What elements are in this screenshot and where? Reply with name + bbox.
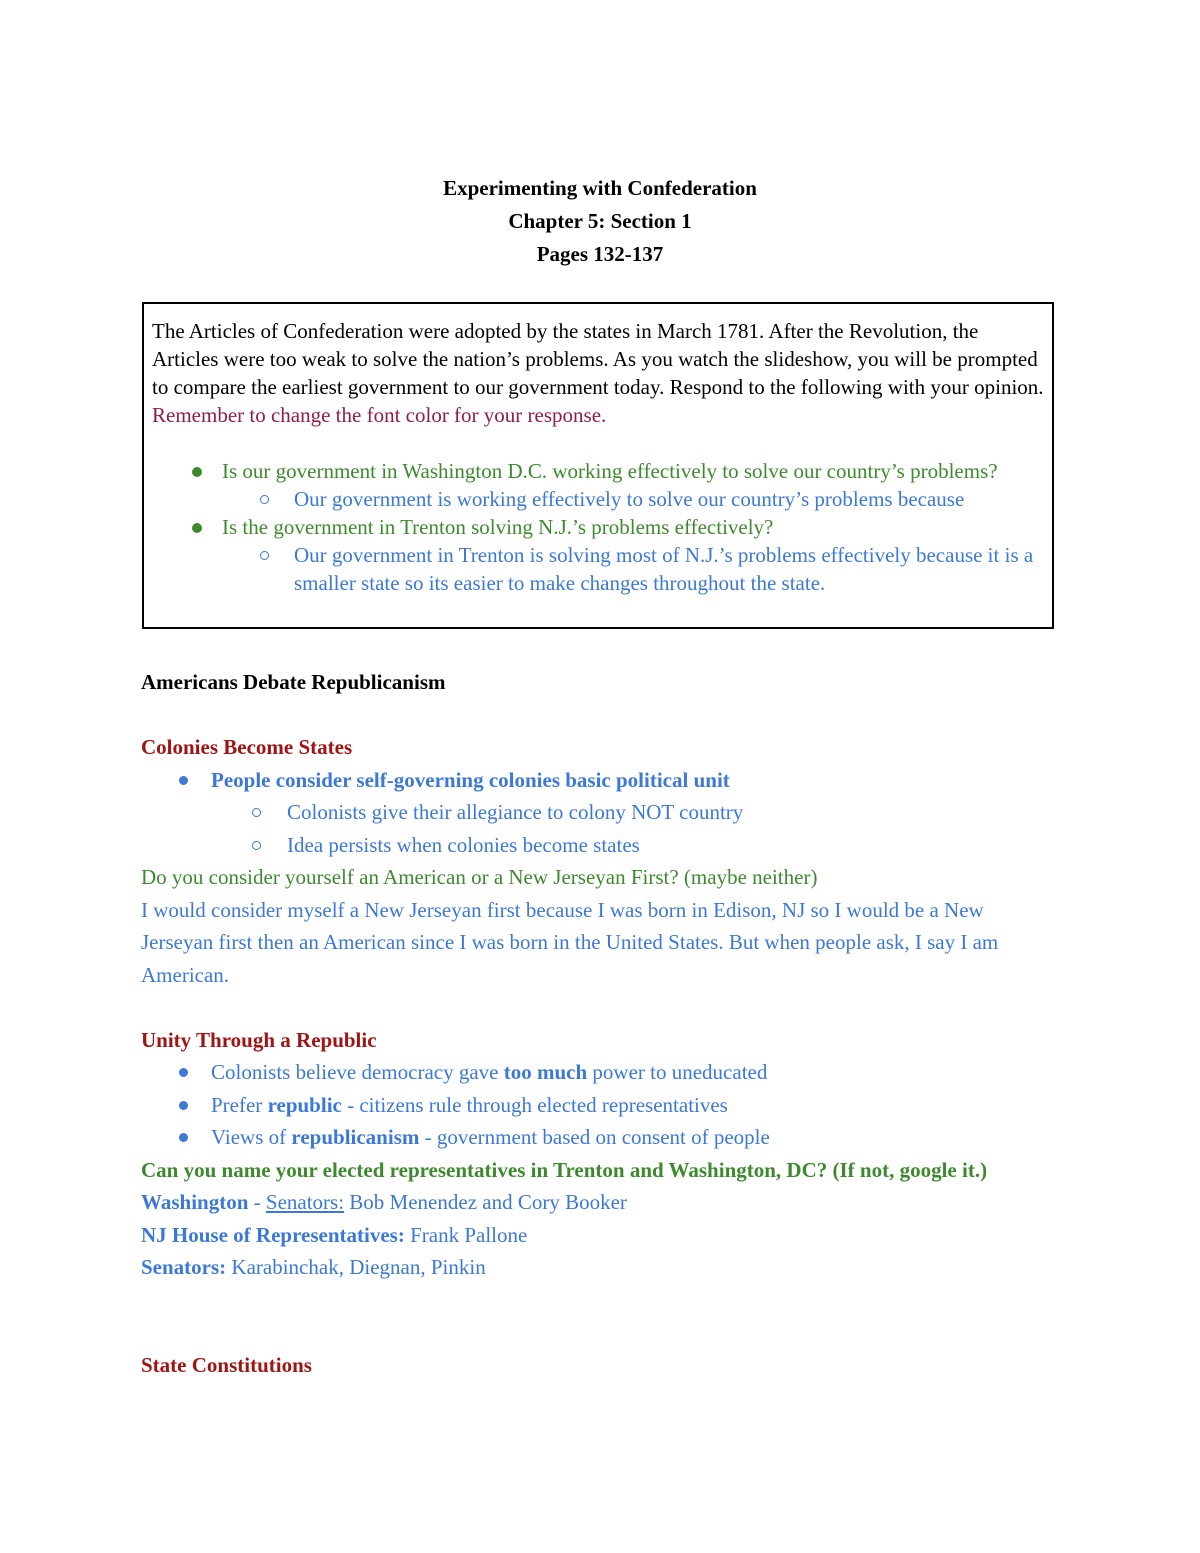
bullet-icon <box>192 467 202 477</box>
subheading: Unity Through a Republic <box>141 1027 377 1052</box>
prompt-question: Can you name your elected representatives in Trenton and Washington, DC? (If not, google it.) <box>141 1157 988 1182</box>
list-item <box>141 1056 1061 1089</box>
bullet-icon <box>179 1101 188 1110</box>
list-item <box>141 1089 1061 1122</box>
list-item-text: Prefer <box>211 1092 268 1117</box>
subheading: State Constitutions <box>141 1352 312 1377</box>
state-senators-label: Senators: <box>141 1255 227 1279</box>
notes-body <box>141 666 1061 1381</box>
doc-title: Experimenting with Confederation <box>443 176 757 200</box>
list-item-text: power to uneducated <box>587 1060 768 1084</box>
answer-text: Our government in Trenton is solving most of N.J.’s problems effectively because it is a smaller state so its easier to make changes throughout the state. <box>294 543 1034 595</box>
instructions-box <box>142 302 1054 629</box>
state-senators-value: Karabinchak, Diegnan, Pinkin <box>226 1255 486 1279</box>
instructions-intro: The Articles of Confederation were adopted by the states in March 1781. After the Revolution, the Articles were too weak to solve the nation’s problems. As you watch the slideshow, you will be prompted to compare the earliest government to our government today. Respond to the following with your opinion. <box>152 319 1044 399</box>
question-text: Is the government in Trenton solving N.J.’s problems effectively? <box>222 515 774 539</box>
separator: - <box>248 1190 266 1214</box>
bullet-icon <box>179 776 188 785</box>
sub-list-item <box>141 829 1061 862</box>
list-item-text: People consider self-governing colonies basic political unit <box>211 767 730 792</box>
bullet-icon <box>192 523 202 533</box>
list-item-text: Views of <box>211 1125 292 1149</box>
question-text: Is our government in Washington D.C. working effectively to solve our country’s problems? <box>222 459 998 483</box>
answer-item <box>152 541 1044 597</box>
section-heading: Americans Debate Republicanism <box>141 670 446 694</box>
house-value: Frank Pallone <box>404 1222 528 1247</box>
emphasis-text: republicanism <box>291 1125 420 1149</box>
font-color-reminder: Remember to change the font color for your response. <box>152 403 607 427</box>
house-line <box>141 1219 1061 1252</box>
question-item <box>152 457 1044 485</box>
chapter-line: Chapter 5: Section 1 <box>508 209 692 233</box>
list-item-text: Colonists give their allegiance to colony NOT country <box>287 800 744 824</box>
response-text: I would consider myself a New Jerseyan first because I was born in Edison, NJ so I would be a New Jerseyan first then an American since I was born in the United States. But when people ask, I say I am American. <box>141 897 999 987</box>
sub-bullet-icon <box>260 551 269 560</box>
list-item-text: - citizens rule through elected representatives <box>341 1092 728 1117</box>
list-item-text: - government based on consent of people <box>419 1125 770 1149</box>
title-block <box>0 172 1200 271</box>
list-item <box>141 764 1061 797</box>
emphasis-text: republic <box>267 1092 342 1117</box>
question-list <box>152 457 1044 597</box>
question-item <box>152 513 1044 541</box>
list-item-text: Idea persists when colonies become states <box>287 832 640 857</box>
washington-line <box>141 1186 1061 1219</box>
sub-bullet-icon <box>252 808 261 817</box>
subheading: Colonies Become States <box>141 735 353 759</box>
list-item <box>141 1121 1061 1154</box>
bullet-icon <box>179 1068 188 1077</box>
answer-item <box>152 485 1044 513</box>
sub-list-item <box>141 796 1061 829</box>
state-senators-line <box>141 1251 1061 1284</box>
senators-value: Bob Menendez and Cory Booker <box>344 1190 627 1214</box>
sub-bullet-icon <box>252 841 261 850</box>
house-label: NJ House of Representatives: <box>141 1222 405 1247</box>
emphasis-text: too much <box>503 1060 588 1084</box>
answer-text: Our government is working effectively to solve our country’s problems because <box>294 487 965 511</box>
instructions-text <box>152 317 1044 429</box>
sub-bullet-icon <box>260 495 269 504</box>
bullet-icon <box>179 1133 188 1142</box>
washington-label: Washington <box>141 1190 249 1214</box>
list-item-text: Colonists believe democracy gave <box>211 1060 504 1084</box>
pages-line: Pages 132-137 <box>536 242 664 266</box>
prompt-question: Do you consider yourself an American or a New Jerseyan First? (maybe neither) <box>141 865 818 889</box>
senators-label: Senators: <box>265 1190 345 1214</box>
